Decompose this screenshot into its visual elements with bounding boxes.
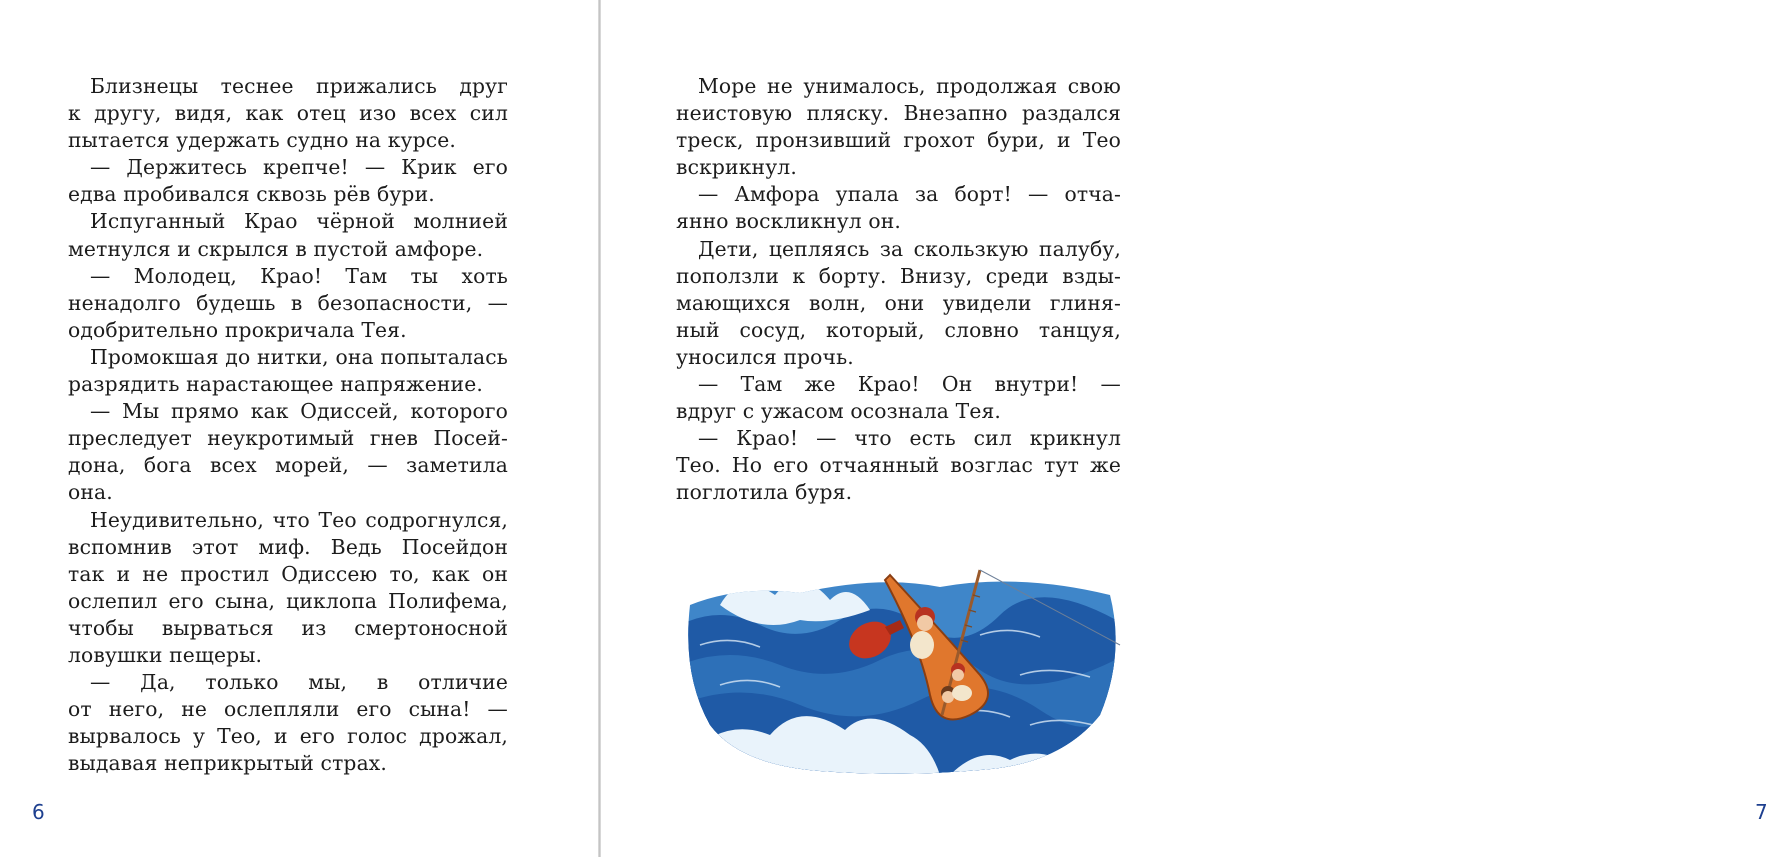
text-line: ловушки пещеры. <box>68 642 263 667</box>
text-line: она. <box>68 480 113 505</box>
text-line: к другу, видя, как отец изо всех сил <box>68 101 508 126</box>
text-line: Море не унималось, продолжая свою <box>698 74 1121 98</box>
text-line: преследует неукротимый гнев Посей- <box>68 426 508 451</box>
paragraph <box>676 425 1121 506</box>
text-line: так и не простил Одиссею то, как он <box>68 561 508 586</box>
text-line: Промокшая до нитки, она попыталась <box>90 344 508 369</box>
paragraph <box>68 154 508 208</box>
text-line: выдавая неприкрытый страх. <box>68 751 387 776</box>
text-line: янно воскликнул он. <box>676 209 902 234</box>
paragraph <box>68 398 508 506</box>
paragraph <box>68 263 508 344</box>
text-line: от него, не ослепляли его сына! — <box>68 697 508 722</box>
text-line: Испуганный Крао чёрной молнией <box>90 209 508 234</box>
text-line: дона, бога всех морей, — заметила <box>68 453 508 478</box>
storm-boat-illustration <box>680 565 1125 775</box>
page-number-left: 6 <box>32 800 45 824</box>
text-line: — Держитесь крепче! — Крик его <box>90 155 508 180</box>
text-line: пытается удержать судно на курсе. <box>68 128 457 153</box>
text-line: вспомнив этот миф. Ведь Посейдон <box>68 534 508 559</box>
text-line: — Мы прямо как Одиссей, которого <box>90 399 508 424</box>
text-line: Неудивительно, что Тео содрогнулся, <box>90 507 508 532</box>
right-page-text <box>676 73 1121 507</box>
text-line: треск, пронзивший грохот бури, и Тео <box>676 128 1121 153</box>
text-line: разрядить нарастающее напряжение. <box>68 372 483 397</box>
paragraph <box>676 181 1121 235</box>
paragraph <box>676 236 1121 371</box>
paragraph <box>68 344 508 398</box>
left-page-text <box>68 73 508 777</box>
text-line: метнулся и скрылся в пустой амфоре. <box>68 236 484 261</box>
left-page <box>0 0 598 857</box>
text-line: одобрительно прокричала Тея. <box>68 317 407 342</box>
paragraph <box>676 73 1121 181</box>
text-line: Тео. Но его отчаянный возглас тут же <box>676 453 1121 478</box>
paragraph <box>68 73 508 154</box>
paragraph <box>68 507 508 670</box>
text-line: едва пробивался сквозь рёв бури. <box>68 182 435 207</box>
text-line: — Крао! — что есть сил крикнул <box>698 426 1121 451</box>
page-number-right: 7 <box>1755 800 1768 824</box>
text-line: ослепил его сына, циклопа Полифема, <box>68 588 508 613</box>
text-line: чтобы вырваться из смертоносной <box>68 615 508 640</box>
text-line: поглотила буря. <box>676 480 853 505</box>
text-line: — Молодец, Крао! Там ты хоть <box>90 263 508 288</box>
text-line: вдруг с ужасом осознала Тея. <box>676 399 1002 424</box>
text-line: мающихся волн, они увидели глиня- <box>676 290 1121 315</box>
text-line: неистовую пляску. Внезапно раздался <box>676 101 1121 126</box>
text-line: поползли к борту. Внизу, среди взды- <box>676 263 1121 288</box>
text-line: Близнецы теснее прижались друг <box>90 74 508 98</box>
text-line: вырвалось у Тео, и его голос дрожал, <box>68 724 508 749</box>
text-line: — Да, только мы, в отличие <box>90 670 508 695</box>
text-line: ненадолго будешь в безопасности, — <box>68 290 508 315</box>
paragraph <box>68 208 508 262</box>
text-line: — Там же Крао! Он внутри! — <box>698 372 1121 397</box>
paragraph <box>68 669 508 777</box>
text-line: — Амфора упала за борт! — отча- <box>698 182 1121 207</box>
text-line: Дети, цепляясь за скользкую палубу, <box>698 236 1121 261</box>
paragraph <box>676 371 1121 425</box>
text-line: ный сосуд, который, словно танцуя, <box>676 317 1121 342</box>
text-line: вскрикнул. <box>676 155 797 180</box>
text-line: уносился прочь. <box>676 344 854 369</box>
